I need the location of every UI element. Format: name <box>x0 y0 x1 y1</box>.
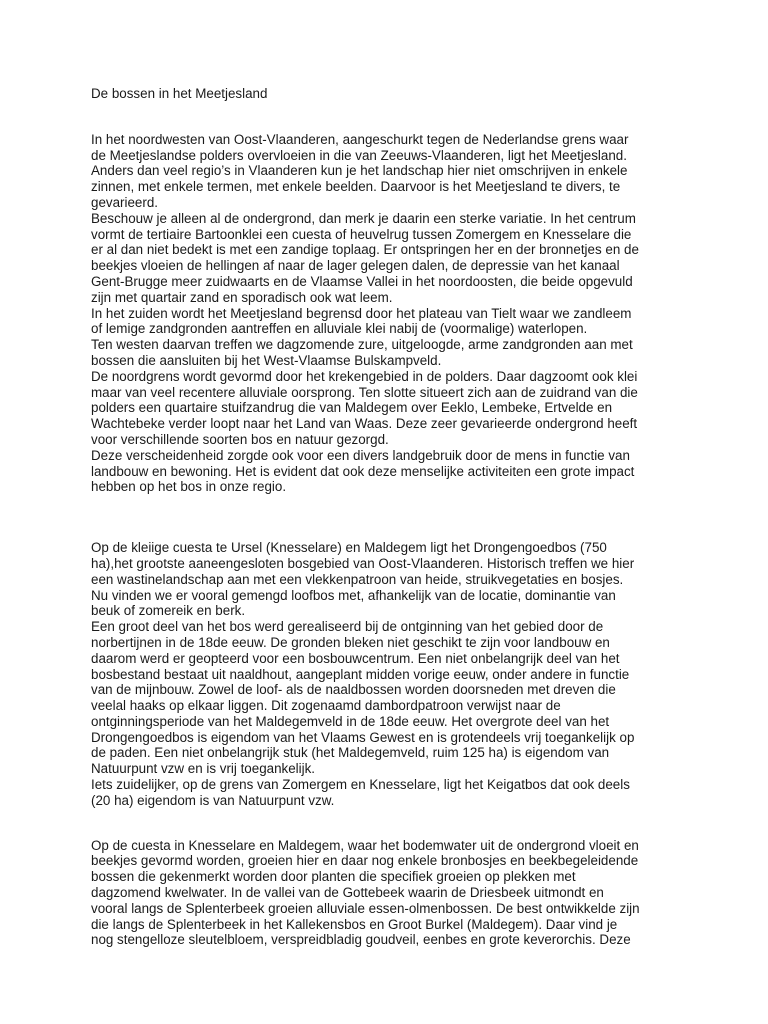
text-line: de Meetjeslandse polders overvloeien in die van Zeeuws-Vlaanderen, ligt het Meetjesland. <box>91 147 627 163</box>
text-line: Drongengoedbos is eigendom van het Vlaams Gewest en is grotendeels vrij toegankelijk op <box>91 729 635 745</box>
document-page <box>91 86 691 948</box>
text-line: ontginningsperiode van het Maldegemveld in de 18de eeuw. Het overgrote deel van het <box>91 713 610 729</box>
text-line: er al dan niet bedekt is met een zandige toplaag. Er ontspringen her en der bronnetjes en de <box>91 242 639 258</box>
text-line: zinnen, met enkele termen, met enkele beelden. Daarvoor is het Meetjesland te divers, te <box>91 179 621 195</box>
text-line: dagzomend kwelwater. In de vallei van de Gottebeek waarin de Driesbeek uitmondt en <box>91 885 604 901</box>
document-title: De bossen in het Meetjesland <box>91 86 268 101</box>
text-line: Anders dan veel regio’s in Vlaanderen kun je het landschap hier niet omschrijven in enkele <box>91 163 628 179</box>
text-line: bosbestand bestaat uit naaldhout, aangeplant midden vorige eeuw, onder andere in functie <box>91 666 630 682</box>
text-line: Beschouw je alleen al de ondergrond, dan merk je daarin een sterke variatie. In het centrum <box>91 210 636 226</box>
text-line: voor verschillende soorten bos en natuur gezorgd. <box>91 431 389 447</box>
text-line: landbouw en bewoning. Het is evident dat ook deze menselijke activiteiten een grote impact <box>91 463 635 479</box>
text-line: die langs de Splenterbeek in het Kallekensbos en Groot Burkel (Maldegem). Daar vind je <box>91 916 618 932</box>
text-line: ha),het grootste aaneengesloten bosgebied van Oost-Vlaanderen. Historisch treffen we hier <box>91 555 635 571</box>
text-line: nog stengelloze sleutelbloem, verspreidbladig goudveil, eenbes en grote keverorchis. Deze <box>91 932 631 948</box>
text-line: hebben op het bos in onze regio. <box>91 479 287 495</box>
text-line: Een groot deel van het bos werd gerealiseerd bij de ontginning van het gebied door de <box>91 619 604 635</box>
text-line: van de mijnbouw. Zowel de loof- als de naaldbossen worden doorsneden met dreven die <box>91 682 616 698</box>
text-line: Iets zuidelijker, op de grens van Zomergem en Knesselare, ligt het Keigatbos dat ook deels <box>91 777 630 793</box>
text-line: beekjes gevormd worden, groeien hier en daar nog enkele bronbosjes en beekbegeleidende <box>91 853 639 869</box>
paragraph-block-meetjesland-intro <box>91 132 691 495</box>
text-line: polders een quartaire stuifzandrug die van Maldegem over Eeklo, Lembeke, Ertvelde en <box>91 400 613 416</box>
text-line: Ten westen daarvan treffen we dagzomende zure, uitgeloogde, arme zandgronden aan met <box>91 337 633 353</box>
text-line: In het noordwesten van Oost-Vlaanderen, aangeschurkt tegen de Nederlandse grens waar <box>91 131 629 147</box>
text-line: een wastinelandschap aan met een vlekkenpatroon van heide, struikvegetaties en bosjes. <box>91 571 624 587</box>
text-line: Deze verscheidenheid zorgde ook voor een divers landgebruik door de mens in functie van <box>91 447 630 463</box>
text-line: Wachtebeke verder loopt naar het Land van Waas. Deze zeer gevarieerde ondergrond heeft <box>91 416 638 432</box>
text-line: daarom werd er geopteerd voor een bosbouwcentrum. Een niet onbelangrijk deel van het <box>91 650 620 666</box>
text-line: In het zuiden wordt het Meetjesland begrensd door het plateau van Tielt waar we zandleem <box>91 305 632 321</box>
text-line: zijn met quartair zand en sporadisch ook wat leem. <box>91 289 393 305</box>
text-line: norbertijnen in de 18de eeuw. De gronden bleken niet geschikt te zijn voor landbouw en <box>91 634 610 650</box>
text-line: beekjes vloeien de hellingen af naar de lager gelegen dalen, de depressie van het kanaal <box>91 258 620 274</box>
text-line: Gent-Brugge meer zuidwaarts en de Vlaamse Vallei in het noordoosten, die beide opgevuld <box>91 273 633 289</box>
text-line: (20 ha) eigendom is van Natuurpunt vzw. <box>91 792 335 808</box>
paragraph-block-cuesta-bronbossen <box>91 838 691 949</box>
text-line: beuk of zomereik en berk. <box>91 603 246 619</box>
text-line: maar van veel recentere alluviale oorsprong. Ten slotte situeert zich aan de zuidrand van die <box>91 384 638 400</box>
text-line: gevarieerd. <box>91 194 158 210</box>
text-line: Op de cuesta in Knesselare en Maldegem, waar het bodemwater uit de ondergrond vloeit en <box>91 837 639 853</box>
text-line: de paden. Een niet onbelangrijk stuk (het Maldegemveld, ruim 125 ha) is eigendom van <box>91 745 610 761</box>
text-line: veelal haaks op elkaar liggen. Dit zogenaamd dambordpatroon verwijst naar de <box>91 698 561 714</box>
text-line: Nu vinden we er vooral gemengd loofbos met, afhankelijk van de locatie, dominantie van <box>91 587 616 603</box>
paragraph-block-drongengoedbos <box>91 540 691 809</box>
text-line: of lemige zandgronden aantreffen en alluviale klei nabij de (voormalige) waterlopen. <box>91 321 588 337</box>
text-line: De noordgrens wordt gevormd door het krekengebied in de polders. Daar dagzoomt ook klei <box>91 368 638 384</box>
text-line: Natuurpunt vzw en is vrij toegankelijk. <box>91 761 316 777</box>
text-line: bossen die aansluiten bij het West-Vlaamse Bulskampveld. <box>91 352 442 368</box>
text-line: vormt de tertiaire Bartoonklei een cuesta of heuvelrug tussen Zomergem en Knesselare die <box>91 226 632 242</box>
text-line: bossen die gekenmerkt worden door planten die specifiek groeien op plekken met <box>91 869 576 885</box>
text-line: vooral langs de Splenterbeek groeien alluviale essen-olmenbossen. De best ontwikkelde zijn <box>91 900 640 916</box>
text-line: Op de kleiige cuesta te Ursel (Knesselare) en Maldegem ligt het Drongengoedbos (750 <box>91 540 607 556</box>
